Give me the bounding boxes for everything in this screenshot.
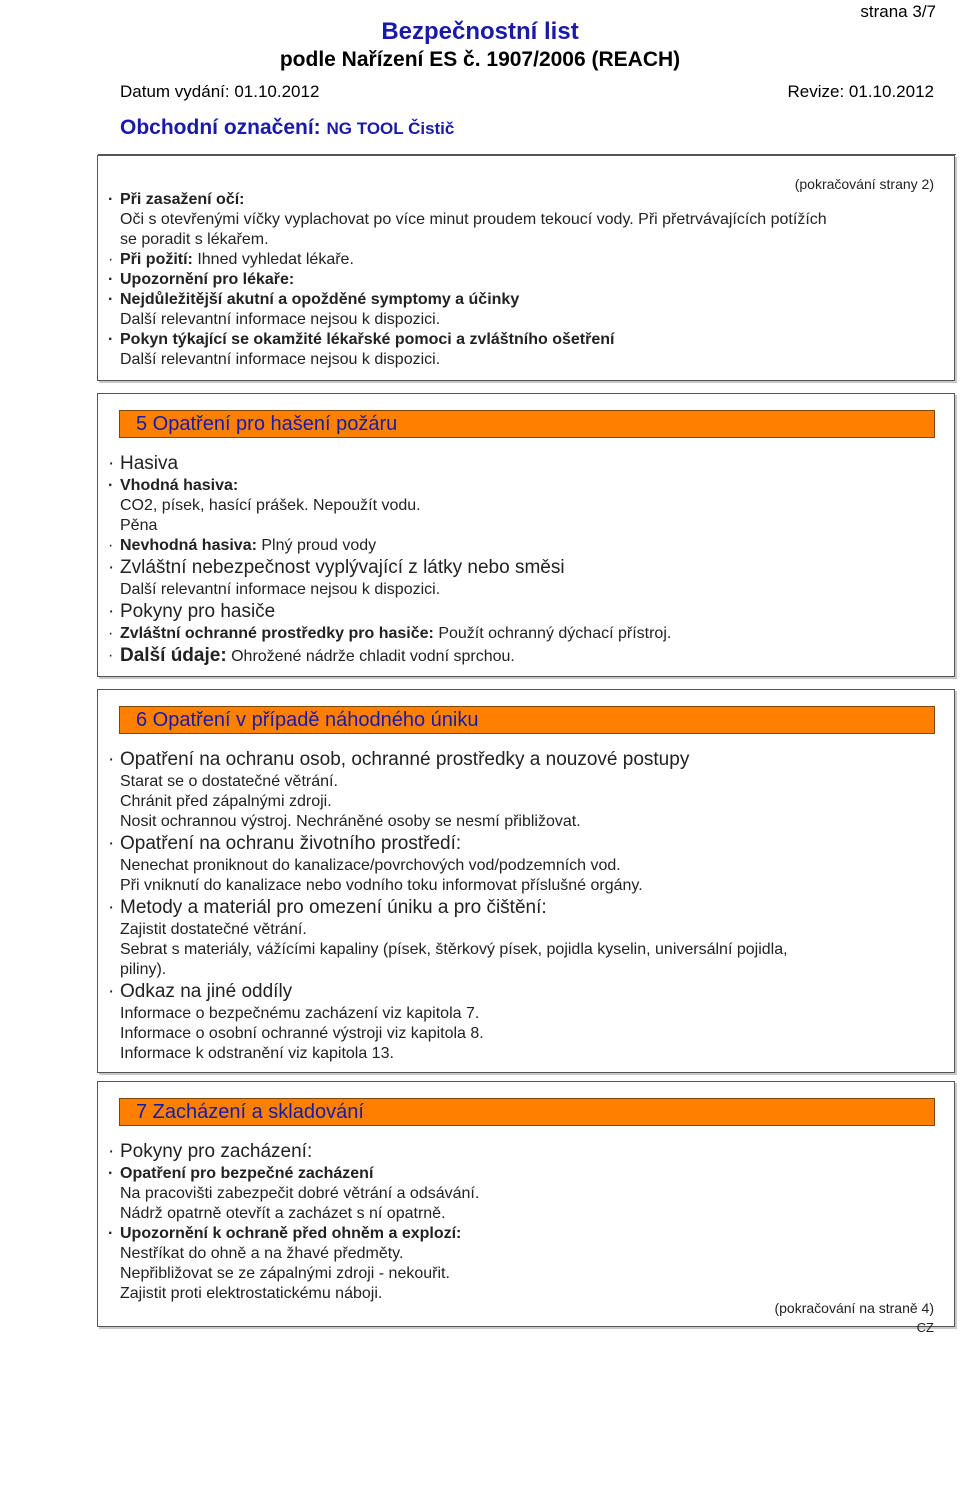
section-7-heading: 7 Zacházení a skladování (119, 1098, 935, 1126)
personal-precautions-text-2: Chránit před zápalnými zdroji. (120, 793, 332, 810)
language-code: CZ (916, 1320, 934, 1335)
document-subtitle: podle Nařízení ES č. 1907/2006 (REACH) (279, 48, 681, 71)
continued-from-note: (pokračování strany 2) (794, 176, 934, 192)
fire-explosion-text-1: Nestříkat do ohně a na žhavé předměty. (120, 1245, 404, 1262)
personal-precautions-text-1: Starat se o dostatečné větrání. (120, 773, 338, 790)
firefighter-advice-heading: · Pokyny pro hasiče (108, 601, 276, 622)
treatment-text: Další relevantní informace nejsou k dispozici. (120, 351, 441, 368)
containment-methods-heading: · Metody a materiál pro omezení úniku a pro čištění: (108, 897, 547, 918)
trade-name-value: NG TOOL Čistič (326, 119, 455, 138)
suitable-media-foam: Pěna (120, 517, 158, 534)
treatment-heading: · Pokyn týkající se okamžité lékařské pomoci a zvláštního ošetření (108, 331, 615, 348)
trade-name (120, 116, 454, 140)
trade-name-label: Obchodní označení: (120, 116, 321, 139)
containment-methods-text-3: piliny). (120, 961, 167, 978)
environmental-precautions-text-2: Při vniknutí do kanalizace nebo vodního toku informovat příslušné orgány. (120, 877, 643, 894)
containment-methods-text-1: Zajistit dostatečné větrání. (120, 921, 307, 938)
extinguishing-media-heading: · Hasiva (108, 453, 179, 474)
section-5-heading: 5 Opatření pro hašení požáru (119, 410, 935, 438)
special-hazards-text: Další relevantní informace nejsou k dispozici. (120, 581, 441, 598)
additional-info-line: · Další údaje: Ohrožené nádrže chladit vodní sprchou. (108, 645, 515, 666)
symptoms-text: Další relevantní informace nejsou k dispozici. (120, 311, 441, 328)
suitable-media-text: CO2, písek, hasící prášek. Nepoužít vodu. (120, 497, 421, 514)
ingestion-line: · Při požití: Ihned vyhledat lékaře. (108, 251, 354, 268)
fire-explosion-text-2: Nepřibližovat se ze zápalnými zdroji - nekouřit. (120, 1265, 450, 1282)
fire-explosion-heading: · Upozornění k ochraně před ohněm a explozí: (108, 1225, 462, 1242)
other-sections-text-1: Informace o bezpečnému zacházení viz kapitola 7. (120, 1005, 480, 1022)
safe-handling-text-1: Na pracovišti zabezpečit dobré větrání a odsávání. (120, 1185, 480, 1202)
other-sections-text-3: Informace k odstranění viz kapitola 13. (120, 1045, 394, 1062)
symptoms-heading: · Nejdůležitější akutní a opožděné symptomy a účinky (108, 291, 520, 308)
section-6-accidental-release (97, 689, 955, 1073)
unsuitable-media-line: · Nevhodná hasiva: Plný proud vody (108, 537, 377, 554)
eye-contact-text-2: se poradit s lékařem. (120, 231, 269, 248)
environmental-precautions-heading: · Opatření na ochranu životního prostředí: (108, 833, 462, 854)
issue-date: Datum vydání: 01.10.2012 (120, 82, 320, 101)
eye-contact-text: Oči s otevřenými víčky vyplachovat po více minut proudem tekoucí vody. Při přetrvávajících potížích (120, 211, 827, 228)
continued-on-note: (pokračování na straně 4) (774, 1300, 934, 1316)
suitable-media-heading: · Vhodná hasiva: (108, 477, 239, 494)
section-5-firefighting (97, 393, 955, 677)
safe-handling-heading: · Opatření pro bezpečné zacházení (108, 1165, 374, 1182)
environmental-precautions-text-1: Nenechat proniknout do kanalizace/povrchových vod/podzemních vod. (120, 857, 621, 874)
containment-methods-text-2: Sebrat s materiály, vážícími kapaliny (písek, štěrkový písek, pojidla kyselin, universální pojidla, (120, 941, 788, 958)
handling-precautions-heading: · Pokyny pro zacházení: (108, 1141, 313, 1162)
personal-precautions-text-3: Nosit ochrannou výstroj. Nechráněné osoby se nesmí přibližovat. (120, 813, 581, 830)
other-sections-text-2: Informace o osobní ochranné výstroji viz kapitola 8. (120, 1025, 484, 1042)
eye-contact-heading: · Při zasažení očí: (108, 191, 245, 208)
doctor-notes-heading: · Upozornění pro lékaře: (108, 271, 295, 288)
section-7-handling-storage (97, 1081, 955, 1335)
revision-date: Revize: 01.10.2012 (787, 82, 934, 101)
fire-explosion-text-3: Zajistit proti elektrostatickému náboji. (120, 1285, 383, 1302)
document-title: Bezpečnostní list (381, 18, 579, 45)
page-number: strana 3/7 (860, 2, 936, 21)
protective-equipment-line: · Zvláštní ochranné prostředky pro hasiče: Použít ochranný dýchací přístroj. (108, 625, 672, 642)
other-sections-heading: · Odkaz na jiné oddíly (108, 981, 293, 1002)
section-6-heading: 6 Opatření v případě náhodného úniku (119, 706, 935, 734)
safe-handling-text-2: Nádrž opatrně otevřít a zacházet s ní opatrně. (120, 1205, 446, 1222)
first-aid-continued-section (97, 155, 955, 381)
special-hazards-heading: · Zvláštní nebezpečnost vyplývající z látky nebo směsi (108, 557, 565, 578)
personal-precautions-heading: · Opatření na ochranu osob, ochranné prostředky a nouzové postupy (108, 749, 690, 770)
